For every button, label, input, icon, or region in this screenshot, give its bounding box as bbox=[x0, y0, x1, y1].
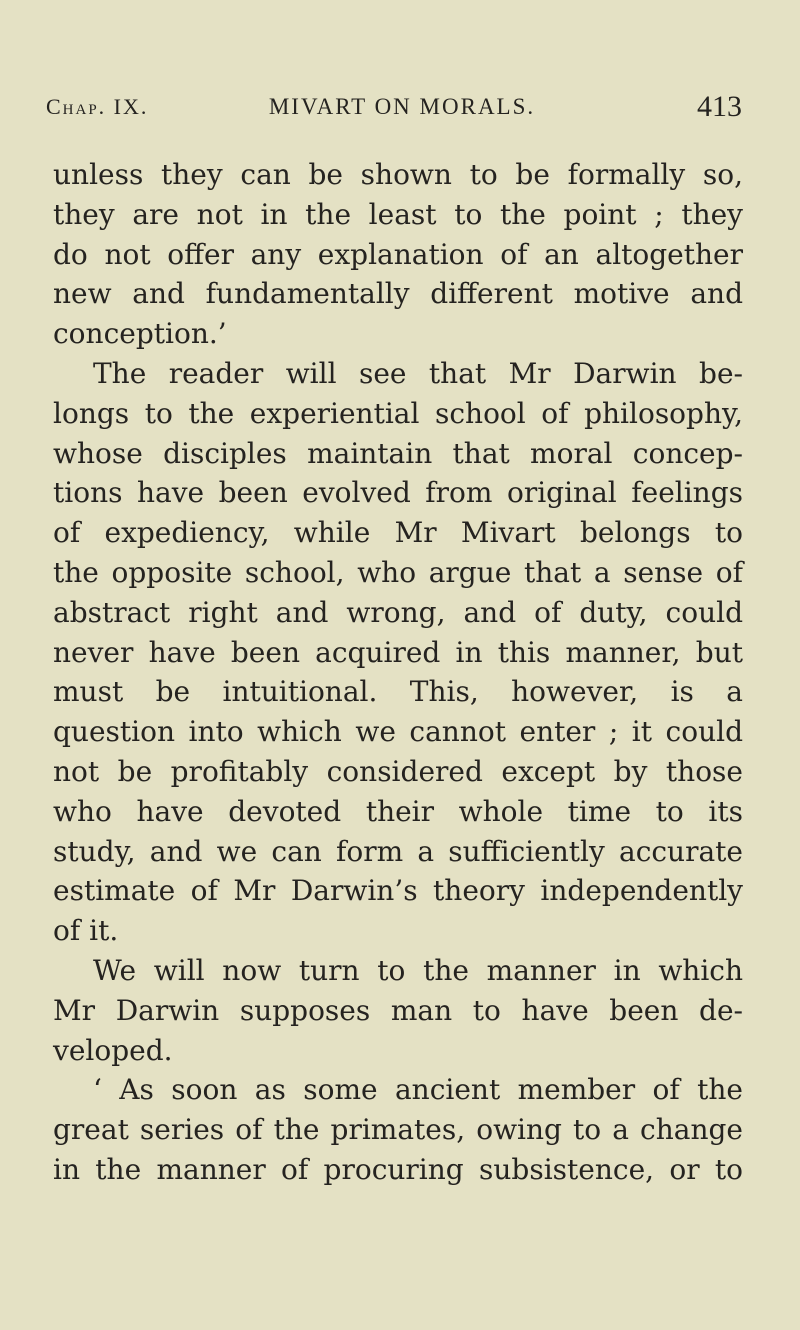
page-number: 413 bbox=[697, 90, 742, 123]
text-line: must be intuitional. This, however, is a bbox=[53, 675, 743, 709]
text-line: who have devoted their whole time to its bbox=[53, 794, 743, 828]
text-line: do not offer any explanation of an altogether bbox=[53, 237, 743, 271]
text-line: We will now turn to the manner in which bbox=[93, 953, 743, 987]
text-line: conception.’ bbox=[53, 317, 227, 351]
text-line: of it. bbox=[53, 914, 119, 948]
chapter-label: Chap. IX. bbox=[46, 94, 149, 119]
text-line: not be profitably considered except by those bbox=[53, 754, 743, 788]
text-line: study, and we can form a sufficiently accurate bbox=[53, 834, 743, 868]
text-line: estimate of Mr Darwin’s theory independently bbox=[53, 874, 743, 908]
body-text bbox=[53, 155, 743, 1190]
text-line: new and fundamentally different motive and bbox=[53, 277, 743, 311]
running-head bbox=[46, 90, 758, 128]
text-line: they are not in the least to the point ; they bbox=[53, 197, 743, 231]
running-title: MIVART ON MORALS. bbox=[268, 94, 536, 119]
text-line: whose disciples maintain that moral concep- bbox=[53, 436, 743, 470]
text-line: ‘ As soon as some ancient member of the bbox=[93, 1073, 743, 1107]
text-line: The reader will see that Mr Darwin be- bbox=[93, 356, 743, 390]
text-line: veloped. bbox=[53, 1033, 173, 1067]
text-line: abstract right and wrong, and of duty, could bbox=[53, 595, 743, 629]
text-line: never have been acquired in this manner, but bbox=[53, 635, 743, 669]
text-line: of expediency, while Mr Mivart belongs to bbox=[53, 516, 743, 550]
text-line: Mr Darwin supposes man to have been de- bbox=[53, 993, 743, 1027]
text-line: question into which we cannot enter ; it could bbox=[53, 715, 743, 749]
text-line: unless they can be shown to be formally so, bbox=[53, 158, 743, 191]
text-line: longs to the experiential school of philosophy, bbox=[53, 396, 743, 430]
text-line: tions have been evolved from original feelings bbox=[53, 476, 743, 510]
text-line: great series of the primates, owing to a change bbox=[53, 1113, 743, 1147]
text-line: in the manner of procuring subsistence, or to bbox=[53, 1152, 743, 1186]
text-line: the opposite school, who argue that a sense of bbox=[53, 555, 743, 589]
